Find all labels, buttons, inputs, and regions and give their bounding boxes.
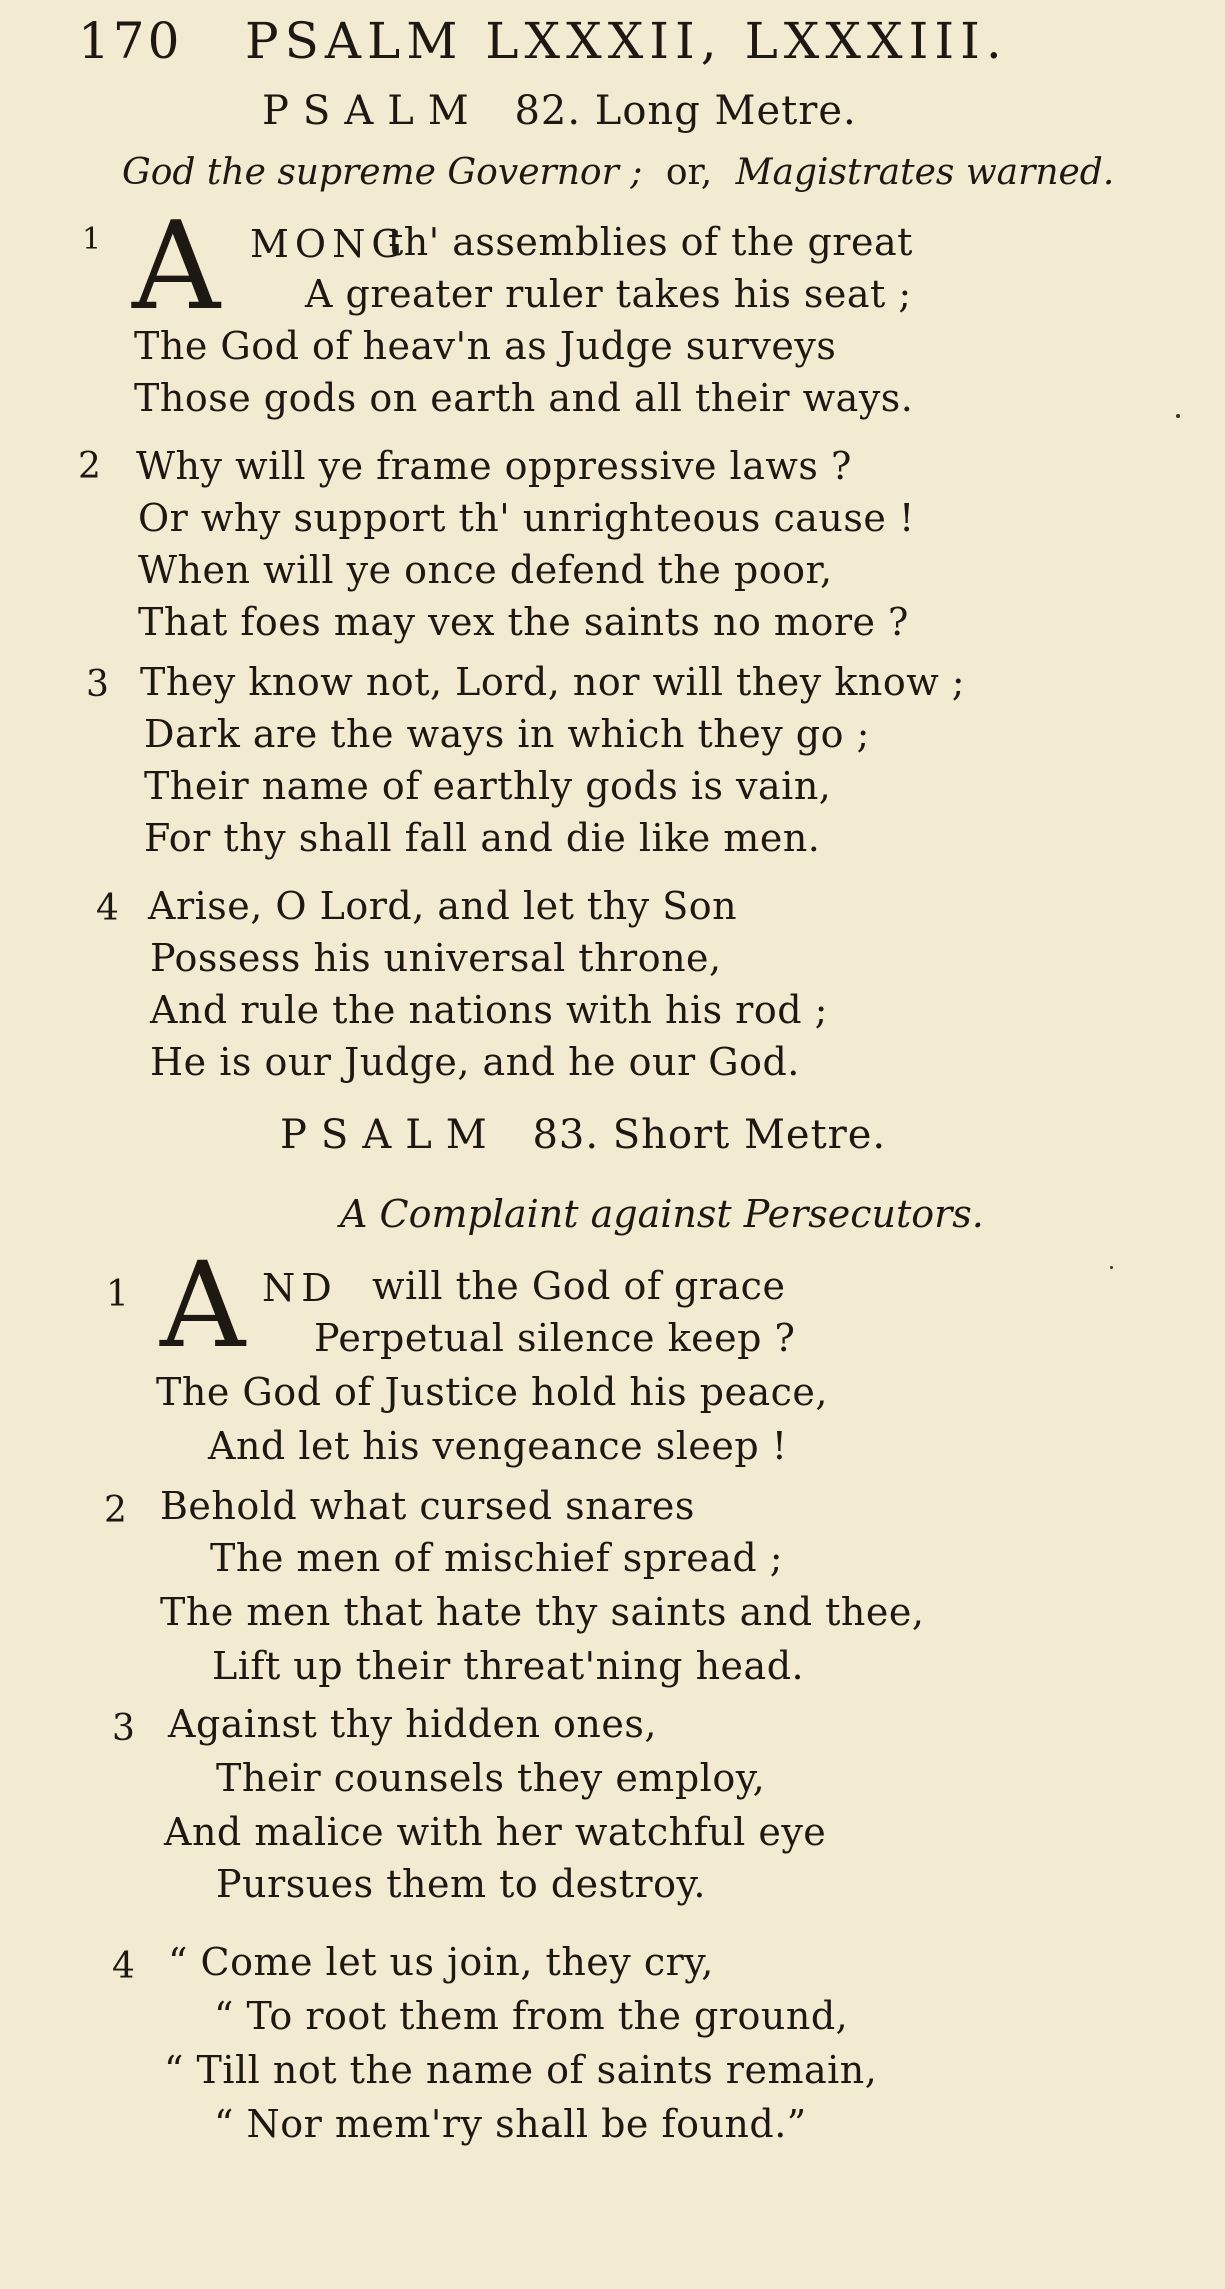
- verse-line: He is our Judge, and he our God.: [150, 1040, 800, 1084]
- verse-number: 1: [82, 222, 102, 257]
- verse-line: Arise, O Lord, and let thy Son: [148, 884, 738, 928]
- verse-capline: ND: [262, 1266, 338, 1310]
- verse-line: A greater ruler takes his seat ;: [305, 272, 912, 316]
- psalm-82-title-rest: 82. Long Metre.: [514, 88, 857, 134]
- verse-line: When will ye once defend the poor,: [138, 548, 833, 592]
- verse-line: “ To root them from the ground,: [214, 1994, 849, 2038]
- psalm-82-subtitle-b: Magistrates warned.: [735, 152, 1115, 193]
- verse-line: th' assemblies of the great: [388, 220, 913, 264]
- print-speck: [1110, 1266, 1113, 1269]
- psalm-82-subtitle-or: or,: [665, 152, 713, 193]
- verse-line: Against thy hidden ones,: [168, 1702, 657, 1746]
- verse-line: The men that hate thy saints and thee,: [160, 1590, 925, 1634]
- psalm-82-subtitle-a: God the supreme Governor ;: [122, 152, 643, 193]
- verse-number: 3: [112, 1708, 135, 1749]
- psalm-83-subtitle: A Complaint against Persecutors.: [340, 1192, 984, 1236]
- verse-line: Pursues them to destroy.: [216, 1862, 706, 1906]
- psalm-82-title-word: PSALM: [262, 88, 483, 134]
- verse-line: They know not, Lord, nor will they know ;: [140, 660, 966, 704]
- psalm-83-title-rest: 83. Short Metre.: [532, 1112, 887, 1158]
- verse-line: Lift up their threat'ning head.: [212, 1644, 805, 1688]
- verse-number: 4: [96, 888, 119, 929]
- verse-line: The God of Justice hold his peace,: [156, 1370, 828, 1414]
- psalm-82-subtitle: [122, 152, 1114, 193]
- psalm-82-title: [262, 88, 857, 134]
- verse-number: 3: [86, 664, 109, 705]
- verse-capline: MONG: [250, 222, 408, 266]
- running-title: PSALM LXXXII, LXXXIII.: [245, 12, 1008, 70]
- verse-line: “ Nor mem'ry shall be found.”: [214, 2102, 807, 2146]
- verse-line: Possess his universal throne,: [150, 936, 722, 980]
- page-header: [0, 0, 1225, 80]
- verse-line: Behold what cursed snares: [160, 1484, 695, 1528]
- psalm-83-title-word: PSALM: [280, 1112, 501, 1158]
- print-speck: [1176, 414, 1180, 418]
- verse-number: 4: [112, 1946, 135, 1987]
- verse-number: 2: [78, 446, 101, 487]
- verse-line: That foes may vex the saints no more ?: [138, 600, 909, 644]
- verse-line: And rule the nations with his rod ;: [150, 988, 828, 1032]
- psalm-83-title: [280, 1112, 886, 1158]
- drop-cap: A: [160, 1236, 246, 1374]
- verse-line: Why will ye frame oppressive laws ?: [136, 444, 852, 488]
- verse-line: Or why support th' unrighteous cause !: [138, 496, 915, 540]
- verse-line: For thy shall fall and die like men.: [144, 816, 821, 860]
- verse-line: Their counsels they employ,: [216, 1756, 766, 1800]
- verse-line: “ Till not the name of saints remain,: [164, 2048, 878, 2092]
- verse-line: The men of mischief spread ;: [210, 1536, 784, 1580]
- verse-line: will the God of grace: [372, 1264, 786, 1308]
- drop-cap: A: [132, 195, 221, 337]
- verse-number: 1: [106, 1274, 129, 1315]
- verse-line: The God of heav'n as Judge surveys: [134, 324, 837, 368]
- verse-line: Dark are the ways in which they go ;: [144, 712, 870, 756]
- page-number: 170: [78, 12, 183, 70]
- verse-line: And let his vengeance sleep !: [208, 1424, 788, 1468]
- verse-line: Perpetual silence keep ?: [314, 1316, 796, 1360]
- verse-line: Those gods on earth and all their ways.: [134, 376, 914, 420]
- verse-line: Their name of earthly gods is vain,: [144, 764, 832, 808]
- verse-line: And malice with her watchful eye: [164, 1810, 827, 1854]
- verse-line: “ Come let us join, they cry,: [168, 1940, 714, 1984]
- verse-number: 2: [104, 1490, 127, 1531]
